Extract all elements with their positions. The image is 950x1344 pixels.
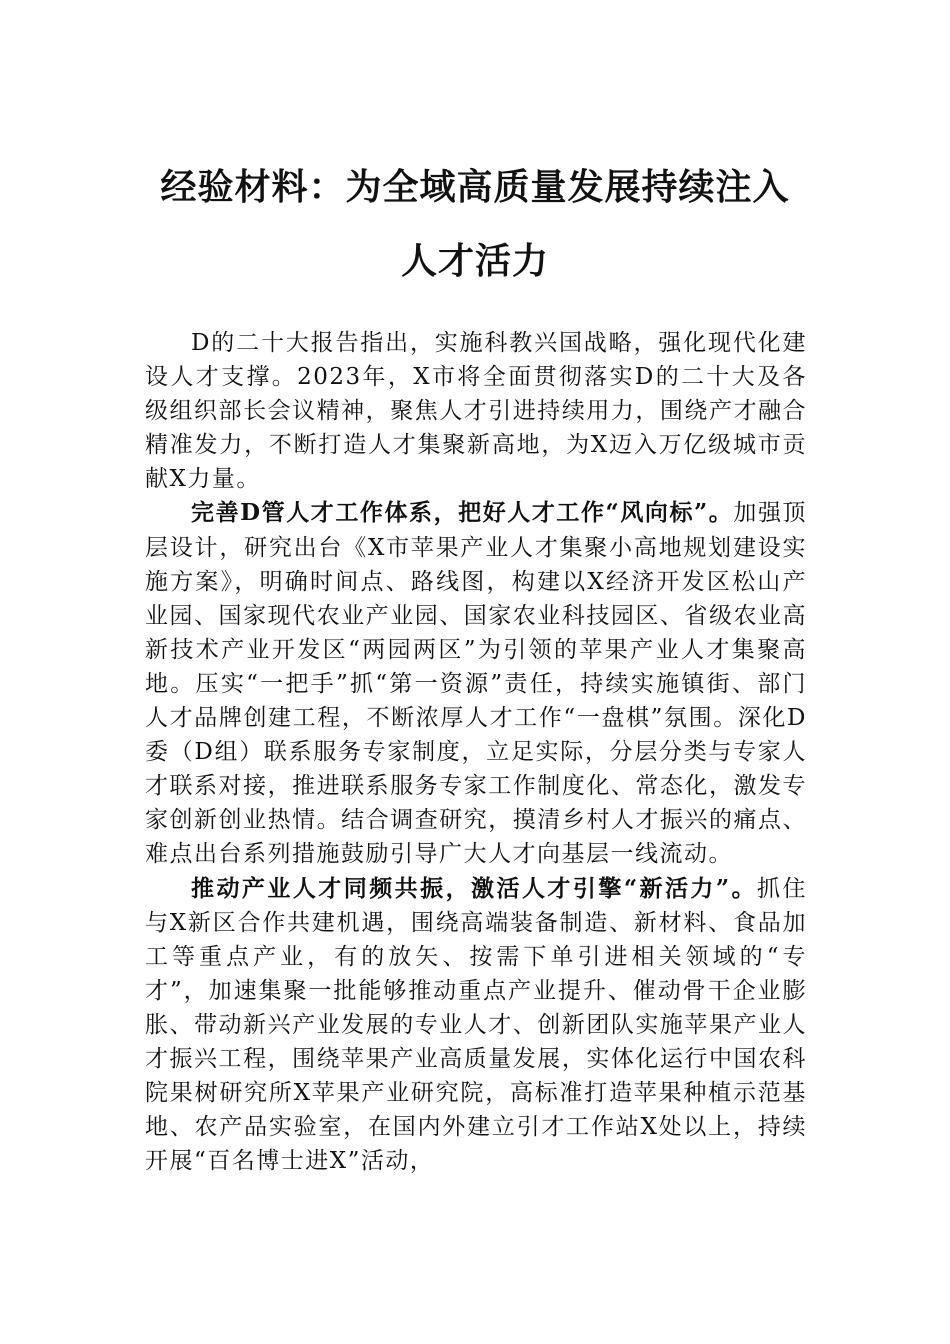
paragraph-talent-system [145,496,807,871]
paragraph-text: 加强顶层设计，研究出台《X市苹果产业人才集聚小高地规划建设实施方案》，明确时间点、路线图，构建以X经济开发区松山产业园、国家现代农业产业园、国家农业科技园区、省级农业高新技术产业开发区“两园两区”为引领的苹果产业人才集聚高地。压实“一把手”抓“第一资源”责任，持续实施镇街、部门人才品牌创建工程，不断浓厚人才工作“一盘棋”氛围。深化D委（D组）联系服务专家制度，立足实际，分层分类与专家人才联系对接，推进联系服务专家工作制度化、常态化，激发专家创新创业热情。结合调查研究，摸清乡村人才振兴的痛点、难点出台系列措施鼓励引导广大人才向基层一线流动。 [145,500,808,868]
paragraph-text: 抓住与X新区合作共建机遇，围绕高端装备制造、新材料、食品加工等重点产业，有的放矢、按需下单引进相关领域的“专才”，加速集聚一批能够推动重点产业提升、催动骨干企业膨胀、带动新兴产业发展的专业人才、创新团队实施苹果产业人才振兴工程，围绕苹果产业高质量发展，实体化运行中国农科院果树研究所X苹果产业研究院，高标准打造苹果种植示范基地、农产品实验室，在国内外建立引才工作站X处以上，持续开展“百名博士进X”活动， [145,875,807,1175]
paragraph-lead: 推动产业人才同频共振，激活人才引擎“新活力”。 [191,874,758,902]
paragraph-industry-talent [145,872,807,1179]
paragraph-text: D的二十大报告指出，实施科教兴国战略，强化现代化建设人才支撑。2023年，X市将全面贯彻落实D的二十大及各级组织部长会议精神，聚焦人才引进持续用力，围绕产才融合精准发力，不断打造人才集聚新高地，为X迈入万亿级城市贡献X力量。 [145,330,807,493]
paragraph-intro [145,326,807,496]
document-body [145,326,807,1178]
paragraph-lead: 完善D管人才工作体系，把好人才工作“风向标”。 [191,499,734,527]
document-title: 经验材料：为全域高质量发展持续注入人才活力 [160,166,790,282]
